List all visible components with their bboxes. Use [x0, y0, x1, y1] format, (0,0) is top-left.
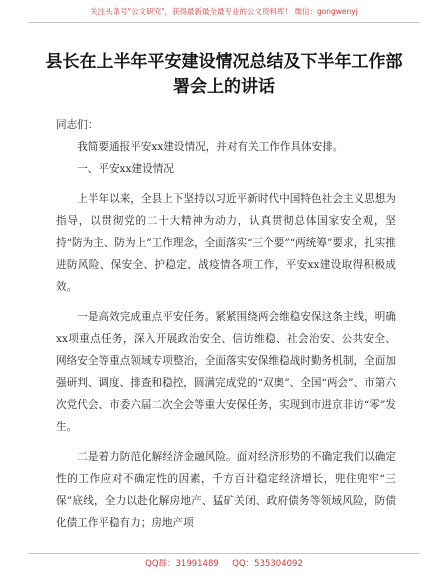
- bottom-divider: [28, 553, 420, 554]
- top-banner: 关注头条号"公文研究"，获得最新最全最专业的公文资料库！ 微信：gongwenyj: [90, 7, 358, 16]
- body-paragraph: 二是着力防范化解经济金融风险。面对经济形势的不确定我们以确定性的工作应对不确定性的因素，千方百计稳定经济增长，兜住兜牢“三保”底线，全力以赴化解房地产、猛矿关闭、政府债务等领域风险，防债化债工作平稳有力；房地产项: [56, 451, 396, 529]
- document-body: [56, 114, 396, 534]
- body-paragraph: 一是高效完成重点平安任务。紧紧围绕两会维稳安保这条主线，明确xx项重点任务，深入开展政治安全、信访维稳、社会治安、公共安全、网络安全等重点领域专项整治，全面落实安保维稳战时勤务机制，全面加强研判、调度、排查和稳控，圆满完成党的“双奥”、全国“两会”、市第六次党代会、市委六届二次全会等重大安保任务，实现到市进京非访“零”发生。: [56, 311, 396, 433]
- top-divider: [28, 22, 420, 23]
- section-heading: 一、平安xx建设情况: [77, 163, 174, 175]
- intro-paragraph: 我简要通报平安xx建设情况，并对有关工作作具体安排。: [77, 141, 344, 153]
- greeting: 同志们：: [56, 119, 99, 131]
- footer-contact: QQ群：31991489 QQ：535304092: [145, 559, 303, 569]
- document-title: 县长在上半年平安建设情况总结及下半年工作部署会上的讲话: [45, 52, 403, 97]
- body-paragraph: 上半年以来，全县上下坚持以习近平新时代中国特色社会主义思想为指导，以贯彻党的二十大精神为动力，认真贯彻总体国家安全观，坚持“防为主、防为上”工作理念，全面落实“三个要”“两统筹”要求，扎实推进防风险、保安全、护稳定、战疫情各项工作，平安xx建设取得积极成效。: [56, 193, 396, 293]
